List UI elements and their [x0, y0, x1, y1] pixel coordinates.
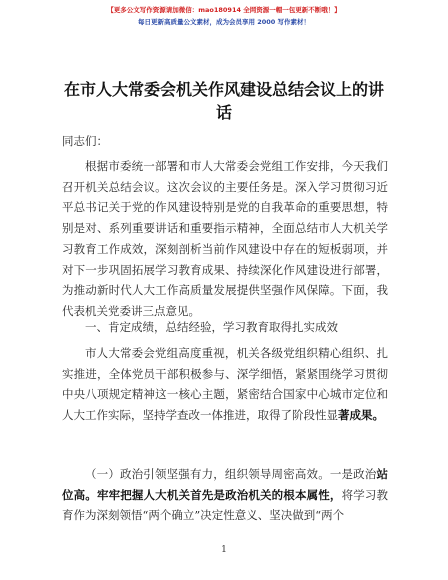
section-heading-1: 一、肯定成绩，总结经验，学习教育取得扎实成效 [85, 320, 338, 334]
paragraph-political-text-2: 将学习教育作为深刻领悟“两个确立”决定性意义、坚决做到“两个 [62, 487, 389, 523]
document-title: 在市人大常委会机关作风建设总结会议上的讲话 [63, 80, 384, 122]
header-banner [0, 4, 448, 28]
banner-line-1: 【更多公文写作资源请加微信：mao180914 全网资源一帽一包更新不断哦！】 [107, 6, 341, 14]
page-number: 1 [221, 545, 227, 555]
paragraph-political-text-1: （一）政治引领坚强有力，组织领导周密高效。一是政治 [85, 467, 377, 481]
banner-line-2: 每日更新高质量公文素材，成为会员享用 2000 写作素材！ [137, 18, 311, 26]
paragraph-political-bold: 站位高。牢牢把握人大机关首先是政治机关的根本属性， [62, 467, 388, 502]
paragraph-achievements-text: 市人大常委会党组高度重视，机关各级党组织精心组织、扎实推进，全体党员干部积极参与、深学细悟，紧紧围绕学习贯彻中央八项规定精神这一核心主题，紧密结合国家中心城市定位和人大工作实际，坚持学查改一体推进，取得了阶段性显 [62, 346, 388, 423]
paragraph-achievements [62, 343, 388, 426]
paragraph-intro: 根据市委统一部署和市人大常委会党组工作安排，今天我们召开机关总结会议。这次会议的主要任务是。深入学习贯彻习近平总书记关于党的作风建设特别是党的自我革命的重要思想，特别是对、系列重要讲话和重要指示精神，全面总结市人大机关学习教育工作成效，深刻剖析当前作风建设中存在的短板弱项，并对下一步巩固拓展学习教育成果、持续深化作风建设进行部署，为推动新时代人大工作高质量发展提供坚强作风保障。下面，我代表机关党委讲三点意见。 [62, 159, 388, 318]
paragraph-achievements-bold: 著成果。 [338, 408, 384, 423]
paragraph-political-guidance [62, 464, 388, 526]
salutation: 同志们： [62, 134, 108, 148]
